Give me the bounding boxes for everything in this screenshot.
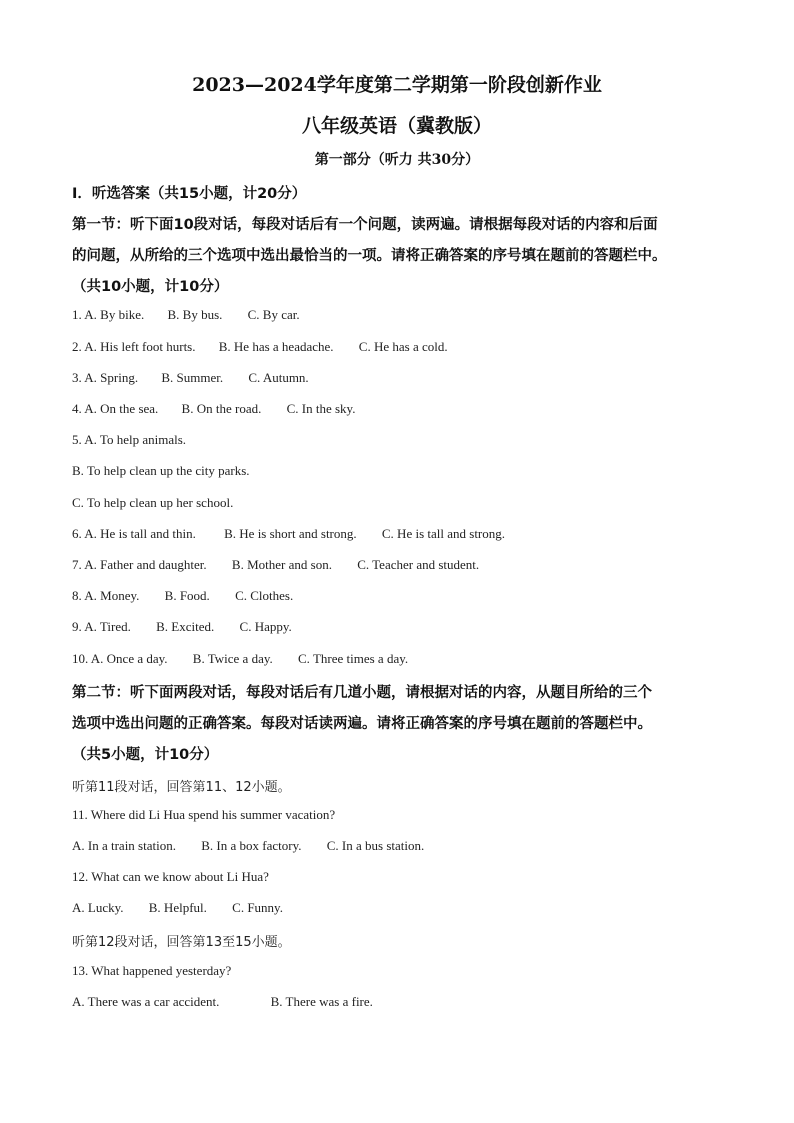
part2-instruction-line3: （共5小题，计10分）: [72, 747, 219, 763]
option-b: B. There was a fire.: [270, 994, 373, 1009]
question-13-options: [72, 994, 373, 1010]
option-a: 4. A. On the sea.: [72, 401, 159, 416]
part1-instruction-line3: （共10小题，计10分）: [72, 279, 229, 295]
option-b: B. Mother and son.: [231, 557, 332, 572]
question-5-option-c: C. To help clean up her school.: [72, 495, 234, 510]
option-b: B. By bus.: [167, 307, 223, 322]
question-5-option-b: B. To help clean up the city parks.: [72, 463, 250, 478]
option-c: C. Three times a day.: [298, 651, 409, 666]
question-4: [72, 401, 355, 417]
option-a: A. Lucky.: [72, 900, 124, 915]
part-heading: 第一部分（听力 共30分）: [314, 152, 480, 168]
option-a: 6. A. He is tall and thin.: [72, 526, 196, 541]
part2-instruction-line1: 第二节：听下面两段对话，每段对话后有几道小题，请根据对话的内容，从题目所给的三个: [72, 685, 652, 701]
question-12-stem: 12. What can we know about Li Hua?: [72, 869, 269, 884]
option-b: B. Food.: [164, 588, 210, 603]
option-b: B. On the road.: [181, 401, 262, 416]
option-c: C. In the sky.: [286, 401, 356, 416]
option-a: 9. A. Tired.: [72, 619, 131, 634]
option-a: 8. A. Money.: [72, 588, 140, 603]
option-a: 2. A. His left foot hurts.: [72, 339, 196, 354]
option-c: C. Clothes.: [235, 588, 294, 603]
option-b: B. Summer.: [161, 370, 224, 385]
question-7: [72, 557, 479, 573]
dialog-11-prompt: 听第11段对话，回答第11、12小题。: [72, 780, 291, 795]
option-a: 1. A. By bike.: [72, 307, 145, 322]
option-a: 3. A. Spring.: [72, 370, 139, 385]
option-a: A. In a train station.: [72, 838, 176, 853]
option-c: C. Happy.: [239, 619, 292, 634]
question-6: [72, 526, 505, 542]
option-a: 7. A. Father and daughter.: [72, 557, 207, 572]
option-c: C. Autumn.: [248, 370, 309, 385]
option-b: B. He is short and strong.: [224, 526, 357, 541]
option-a: 10. A. Once a day.: [72, 651, 168, 666]
option-b: B. Excited.: [156, 619, 215, 634]
question-8: [72, 588, 293, 604]
question-5-option-a: 5. A. To help animals.: [72, 432, 187, 447]
option-c: C. He is tall and strong.: [381, 526, 506, 541]
section-heading: Ⅰ．听选答案（共15小题，计20分）: [72, 186, 307, 202]
option-b: B. Twice a day.: [192, 651, 273, 666]
question-9: [72, 619, 292, 635]
option-c: C. Funny.: [232, 900, 283, 915]
question-11-stem: 11. Where did Li Hua spend his summer vacation?: [72, 807, 336, 822]
part2-instruction-line2: 选项中选出问题的正确答案。每段对话读两遍。请将正确答案的序号填在题前的答题栏中。: [72, 716, 652, 732]
option-b: B. In a box factory.: [201, 838, 302, 853]
option-c: C. He has a cold.: [358, 339, 448, 354]
dialog-12-prompt: 听第12段对话，回答第13至15小题。: [72, 935, 291, 950]
option-a: A. There was a car accident.: [72, 994, 220, 1009]
question-2: [72, 339, 448, 355]
part1-instruction-line1: 第一节：听下面10段对话，每段对话后有一个问题，读两遍。请根据每段对话的内容和后面: [72, 217, 658, 233]
part1-instruction-line2: 的问题，从所给的三个选项中选出最恰当的一项。请将正确答案的序号填在题前的答题栏中。: [72, 248, 667, 264]
option-c: C. By car.: [247, 307, 300, 322]
option-b: B. He has a headache.: [218, 339, 334, 354]
question-10: [72, 651, 408, 667]
option-c: C. In a bus station.: [326, 838, 425, 853]
document-subtitle: 八年级英语（冀教版）: [301, 115, 492, 137]
question-12-options: [72, 900, 283, 916]
document-title: 2023—2024学年度第二学期第一阶段创新作业: [192, 74, 602, 96]
option-c: C. Teacher and student.: [357, 557, 480, 572]
question-13-stem: 13. What happened yesterday?: [72, 963, 232, 978]
question-11-options: [72, 838, 424, 854]
question-1: [72, 307, 300, 323]
question-3: [72, 370, 309, 386]
option-b: B. Helpful.: [148, 900, 207, 915]
